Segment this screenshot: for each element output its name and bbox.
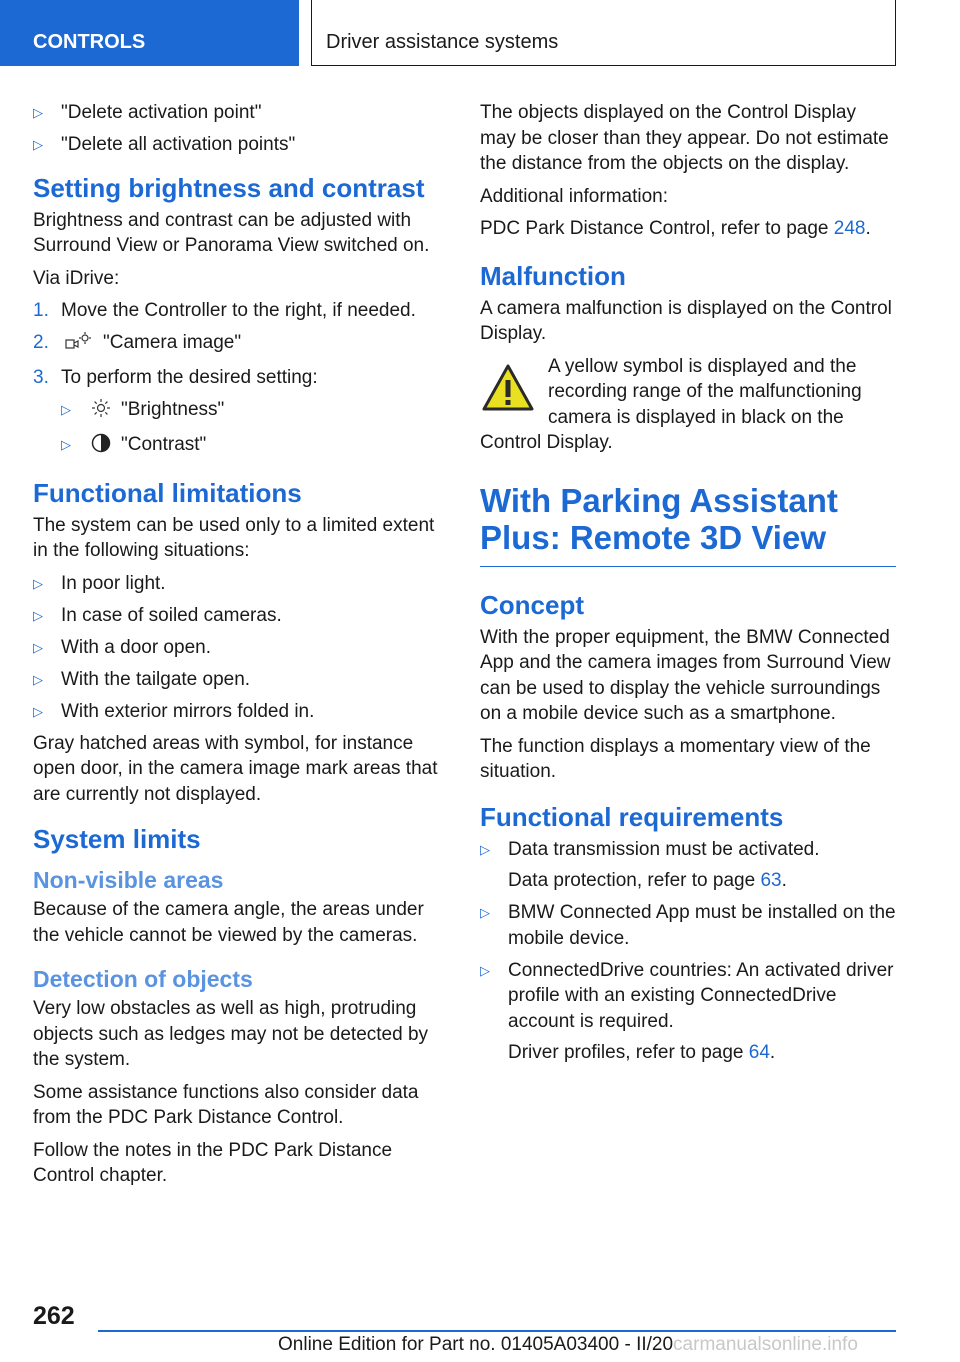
heading-concept: Concept <box>480 589 584 620</box>
page-link-248[interactable]: 248 <box>833 218 866 239</box>
brightness-intro: Brightness and contrast can be adjusted with Surround View or Panorama View switched on. <box>33 209 430 256</box>
bullet-icon: ▷ <box>33 137 43 152</box>
req1-sub: Data protection, refer to page 63. <box>508 870 787 891</box>
detection-text-1: Very low obstacles as well as high, protruding objects such as ledges may not be detected by the system. <box>33 998 429 1070</box>
bullet-icon: ▷ <box>33 575 43 591</box>
page-link-63[interactable]: 63 <box>760 870 782 891</box>
heading-limitations: Functional limitations <box>33 477 302 508</box>
left-column <box>33 100 443 1196</box>
via-idrive: Via iDrive: <box>33 267 120 289</box>
requirements-list <box>480 837 896 1066</box>
sun-icon <box>91 398 111 426</box>
heading-nonvisible: Non-visible areas <box>33 867 224 893</box>
section-tab <box>0 0 299 66</box>
bullet-icon: ▷ <box>33 607 43 623</box>
warning-block <box>480 354 896 456</box>
list-item: ▷ With the tailgate open. <box>33 667 443 693</box>
heading-system-limits: System limits <box>33 824 201 854</box>
list-item: ▷ In poor light. <box>33 571 443 597</box>
section-title: CONTROLS <box>33 31 146 53</box>
list-item: 1. Move the Controller to the right, if needed. <box>33 300 416 321</box>
bullet-icon: ▷ <box>33 703 43 719</box>
warning-triangle-icon <box>480 361 536 415</box>
pdc-reference: PDC Park Distance Control, refer to page 248. <box>480 218 871 239</box>
bullet-icon: ▷ <box>61 402 71 417</box>
additional-info: Additional information: <box>480 185 668 207</box>
detection-text-2: Some assistance functions also consider data from the PDC Park Distance Control. <box>33 1081 419 1128</box>
detection-text-3: Follow the notes in the PDC Park Distance Control chapter. <box>33 1139 393 1186</box>
list-item: 3. To perform the desired setting: <box>33 367 318 388</box>
watermark: carmanualsonline.info <box>673 1334 858 1355</box>
bullet-icon: ▷ <box>61 437 71 452</box>
objects-text: The objects displayed on the Control Display may be closer than they appear. Do not estimate the distance from the objects on the display. <box>480 102 889 174</box>
concept-text-1: With the proper equipment, the BMW Connected App and the camera images from Surround View can be used to display the vehicle surroundings on a mobile device such as a smartphone. <box>480 626 891 724</box>
limitations-list <box>33 571 443 725</box>
nonvisible-text: Because of the camera angle, the areas under the vehicle cannot be viewed by the cameras. <box>33 899 424 946</box>
malfunction-warning: A yellow symbol is displayed and the recording range of the malfunctioning camera is displayed in black on the Control Display. <box>480 355 862 453</box>
list-item: ▷ "Contrast" <box>61 432 443 461</box>
setting-options <box>61 397 443 461</box>
concept-text-2: The function displays a momentary view of the situation. <box>480 735 871 782</box>
bullet-icon: ▷ <box>33 105 43 120</box>
malfunction-text: A camera malfunction is displayed on the Control Display. <box>480 297 892 344</box>
limitations-note: Gray hatched areas with symbol, for instance open door, in the camera image mark areas that are currently not displayed. <box>33 732 438 805</box>
brightness-steps <box>33 298 443 391</box>
bullet-icon: ▷ <box>480 905 490 920</box>
bullet-icon: ▷ <box>33 671 43 687</box>
list-item: ▷ "Delete all activation points" <box>33 132 443 158</box>
list-item: ▷ With a door open. <box>33 635 443 661</box>
heading-remote-3d-view: With Parking Assistant Plus: Remote 3D View <box>480 482 896 567</box>
heading-detection: Detection of objects <box>33 966 253 992</box>
page-link-64[interactable]: 64 <box>748 1042 770 1063</box>
footer-divider <box>98 1330 896 1332</box>
list-item: ▷ "Brightness" <box>61 397 443 426</box>
list-item: ▷ With exterior mirrors folded in. <box>33 699 443 725</box>
footer-edition: Online Edition for Part no. 01405A03400 - II/20carmanualsonline.info <box>278 1334 858 1355</box>
bullet-icon: ▷ <box>33 639 43 655</box>
list-item: ▷ Data transmission must be activated. Data protection, refer to page 63. <box>480 837 896 894</box>
contrast-icon <box>91 433 111 461</box>
heading-malfunction: Malfunction <box>480 260 626 291</box>
req3-sub: Driver profiles, refer to page 64. <box>508 1042 776 1063</box>
page-number: 262 <box>33 1302 75 1330</box>
list-item: ▷ ConnectedDrive countries: An activated driver profile with an existing ConnectedDrive account is required. Driver profiles, refer to page 64. <box>480 958 896 1066</box>
top-bullet-list <box>33 100 443 158</box>
heading-brightness: Setting brightness and contrast <box>33 172 425 203</box>
list-item: ▷ "Delete activation point" <box>33 100 443 126</box>
limitations-intro: The system can be used only to a limited extent in the following situations: <box>33 514 435 561</box>
chapter-tab <box>311 0 896 66</box>
right-column <box>480 100 896 1072</box>
camera-settings-icon <box>63 331 93 359</box>
list-item: ▷ In case of soiled cameras. <box>33 603 443 629</box>
list-item: 2. "Camera image" <box>33 330 443 359</box>
bullet-icon: ▷ <box>480 962 490 978</box>
heading-requirements: Functional requirements <box>480 801 784 832</box>
list-item: ▷ BMW Connected App must be installed on the mobile device. <box>480 902 896 949</box>
bullet-icon: ▷ <box>480 841 490 857</box>
chapter-title: Driver assistance systems <box>326 31 559 53</box>
